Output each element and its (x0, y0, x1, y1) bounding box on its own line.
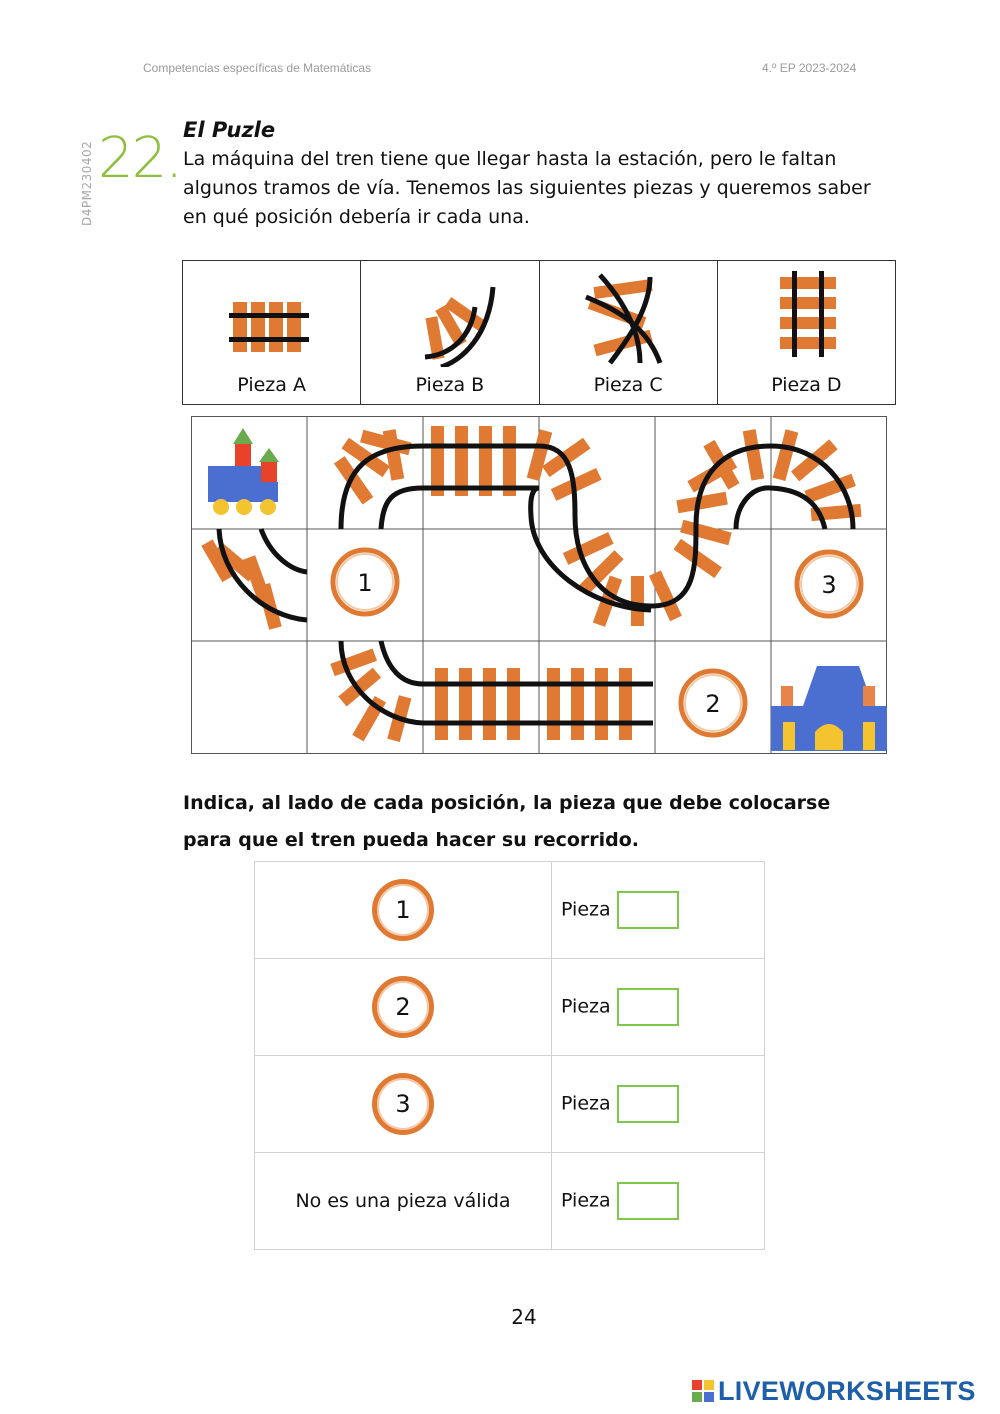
crossing-track-icon (580, 267, 680, 367)
answer-label: Pieza (561, 898, 611, 921)
answer-row-invalid (255, 1153, 765, 1250)
piece-b-label: Pieza B (415, 374, 485, 396)
position-2-badge: 2 (372, 976, 434, 1038)
question-intro: La máquina del tren tiene que llegar hasta la estación, pero le faltan algunos tramos de vía. Tenemos las siguientes piezas y queremos saber en qué posición debería ir cada una. (183, 148, 871, 228)
answer-row-2 (255, 959, 765, 1056)
brand-name: LIVEWORKSHEETS (718, 1375, 976, 1406)
position-3-badge: 3 (372, 1073, 434, 1135)
piece-b-cell (361, 261, 539, 404)
answer-label: Pieza (561, 995, 611, 1018)
item-code: D4PM230402 (80, 140, 94, 226)
answer-row-1 (255, 862, 765, 959)
liveworksheets-icon (692, 1380, 714, 1402)
instruction-text: Indica, al lado de cada posición, la pieza que debe colocarse para que el tren pueda hacer su recorrido. (183, 792, 831, 851)
answers-table (254, 861, 765, 1250)
page-number: 24 (511, 1305, 537, 1329)
answer-row-3 (255, 1056, 765, 1153)
piece-d-cell (718, 261, 895, 404)
svg-text:1: 1 (357, 569, 373, 597)
train-icon (208, 428, 279, 515)
invalid-piece-text: No es una pieza válida (295, 1190, 511, 1212)
pieces-table (182, 260, 896, 405)
piece-a-cell (183, 261, 361, 404)
curved-track-icon (401, 267, 501, 367)
answer-input-2[interactable] (617, 988, 679, 1026)
track-network (201, 426, 861, 742)
svg-text:2: 2 (705, 690, 721, 718)
question-title: El Puzle (183, 118, 276, 142)
piece-c-cell (540, 261, 718, 404)
question-number: 22. (98, 126, 182, 191)
answer-label: Pieza (561, 1189, 611, 1212)
puzzle-board (191, 416, 887, 754)
answer-input-3[interactable] (617, 1085, 679, 1123)
straight-vertical-track-icon (758, 267, 858, 367)
liveworksheets-logo (692, 1374, 992, 1408)
piece-d-label: Pieza D (771, 374, 842, 396)
straight-horizontal-track-icon (223, 267, 323, 367)
piece-c-label: Pieza C (593, 374, 663, 396)
position-1-badge: 1 (372, 879, 434, 941)
position-2-marker (681, 671, 745, 735)
answer-label: Pieza (561, 1092, 611, 1115)
svg-text:3: 3 (821, 571, 837, 599)
answer-input-invalid[interactable] (617, 1182, 679, 1220)
station-icon (771, 666, 887, 751)
header-subject: Competencias específicas de Matemáticas (143, 61, 372, 75)
header-course: 4.º EP 2023-2024 (762, 61, 857, 75)
position-3-marker (797, 552, 861, 616)
position-1-marker (333, 550, 397, 614)
answer-input-1[interactable] (617, 891, 679, 929)
piece-a-label: Pieza A (237, 374, 306, 396)
